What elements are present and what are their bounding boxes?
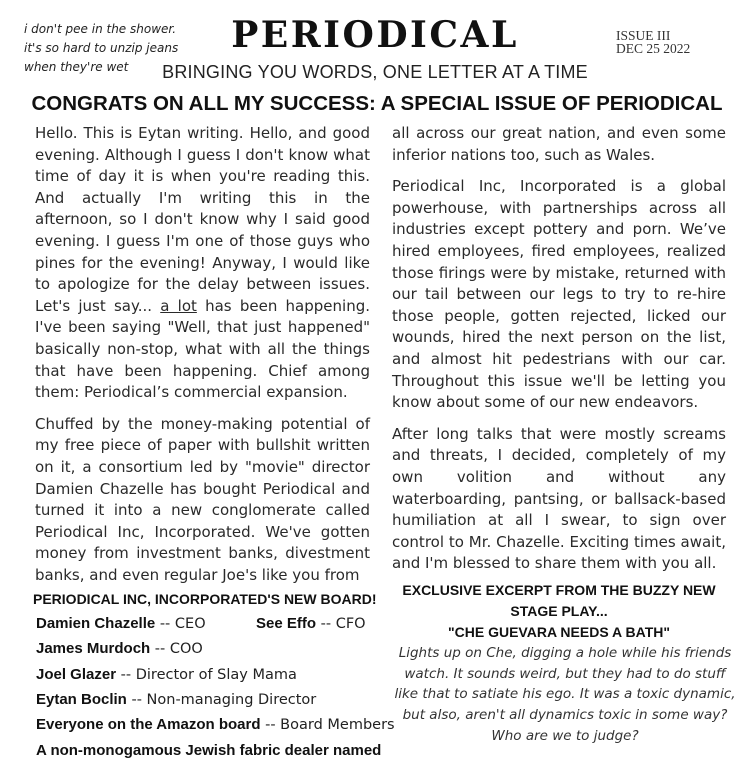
- issue-date: DEC 25 2022: [616, 41, 691, 56]
- board-member-role: -- COO: [150, 641, 203, 657]
- article-paragraph-1: [35, 123, 370, 404]
- board-member-role: -- Director of Slay Mama: [116, 667, 297, 683]
- masthead-tagline: BRINGING YOU WORDS, ONE LETTER AT A TIME: [162, 62, 588, 82]
- excerpt-body: Lights up on Che, digging a hole while his friends watch. It sounds weird, but they had to do stuff like that to satiate his ego. It was a toxic dynamic, but also, aren't all dynamics toxic in some way? Who are we to judge?: [394, 645, 736, 744]
- board-member-name: Damien Chazelle: [36, 615, 156, 632]
- board-member: [36, 716, 395, 733]
- board-member-role: -- CEO: [155, 616, 206, 632]
- board-member-role: -- Board Members: [260, 717, 395, 733]
- excerpt-title-line: STAGE PLAY...: [510, 603, 608, 619]
- board-member: [36, 691, 316, 708]
- board-member: [256, 615, 366, 632]
- issue-info: [616, 29, 690, 55]
- article-column-left: [35, 123, 370, 596]
- quote-line: i don't pee in the shower.: [24, 22, 177, 36]
- board-member-name: Everyone on the Amazon board: [36, 716, 261, 733]
- board-member-name: Joel Glazer: [36, 666, 117, 683]
- paragraph-text: Hello. This is Eytan writing. Hello, and good evening. Although I guess I don't know what time of day it is when you're reading this. And actually I'm writing this in the afternoon, so I don't know why I said good evening. I guess I'm one of those guys who pines for the evening! Anyway, I would like to apologize for the delay between issues. Let's just say...: [35, 124, 370, 315]
- article-paragraph-3: Periodical Inc, Incorporated is a global powerhouse, with partnerships across all industries except pottery and porn. We’ve hired employees, fired employees, realized those firings were by mistake, returned with our tail between our legs to try to re-hire those people, gotten rejected, licked our wounds, hired the next person on the list, and almost hit pedestrians with our car. Throughout this issue we'll be letting you know about some of our new endeavors.: [392, 177, 726, 412]
- article-column-right: [392, 123, 726, 585]
- excerpt-title-line: "CHE GUEVARA NEEDS A BATH": [448, 624, 670, 640]
- article-paragraph-2: Chuffed by the money-making potential of my free piece of paper with bullshit written on it, a consortium led by "movie" director Damien Chazelle has bought Periodical and turned it into a new conglomerate called Periodical Inc, Incorporated. We've gotten money from investment banks, divestment banks, and even regular Joe's like you from: [35, 414, 370, 584]
- board-member-role: -- Non-managing Director: [126, 692, 317, 708]
- board-member-name: See Effo: [256, 615, 317, 632]
- paragraph-text: has been happening. I've been saying "Well, that just happened" basically non-stop, what with all the things that have been happening. Chief among them: Periodical’s commercial expansion.: [35, 296, 370, 402]
- board-cutoff-line: A non-monogamous Jewish fabric dealer named: [36, 742, 382, 759]
- quote-line: it's so hard to unzip jeans: [24, 41, 179, 55]
- board-title: PERIODICAL INC, INCORPORATED'S NEW BOARD!: [33, 591, 377, 607]
- board-member-name: Eytan Boclin: [36, 691, 127, 708]
- excerpt-title: [392, 580, 726, 643]
- quote-line: when they're wet: [24, 60, 129, 74]
- board-member-role: -- CFO: [316, 616, 366, 632]
- issue-number: ISSUE III: [616, 28, 671, 43]
- board-member-name: James Murdoch: [36, 640, 151, 657]
- article-paragraph-2-continued: all across our great nation, and even some inferior nations too, such as Wales.: [392, 124, 726, 164]
- issue-headline: CONGRATS ON ALL MY SUCCESS: A SPECIAL ISSUE OF PERIODICAL: [31, 92, 723, 115]
- masthead-title: PERIODICAL: [231, 14, 519, 56]
- excerpt-title-line: EXCLUSIVE EXCERPT FROM THE BUZZY NEW: [402, 582, 716, 598]
- article-paragraph-4: After long talks that were mostly screams and threats, I decided, completely of my own volition and without any waterboarding, pantsing, or ballsack-based humiliation at all I swear, to sign over control to Mr. Chazelle. Exciting times await, and I'm blessed to share them with you all.: [392, 424, 726, 573]
- board-member: [36, 615, 206, 632]
- board-member: [36, 640, 203, 657]
- emphasis-text: a lot: [160, 296, 197, 315]
- board-member: [36, 666, 297, 683]
